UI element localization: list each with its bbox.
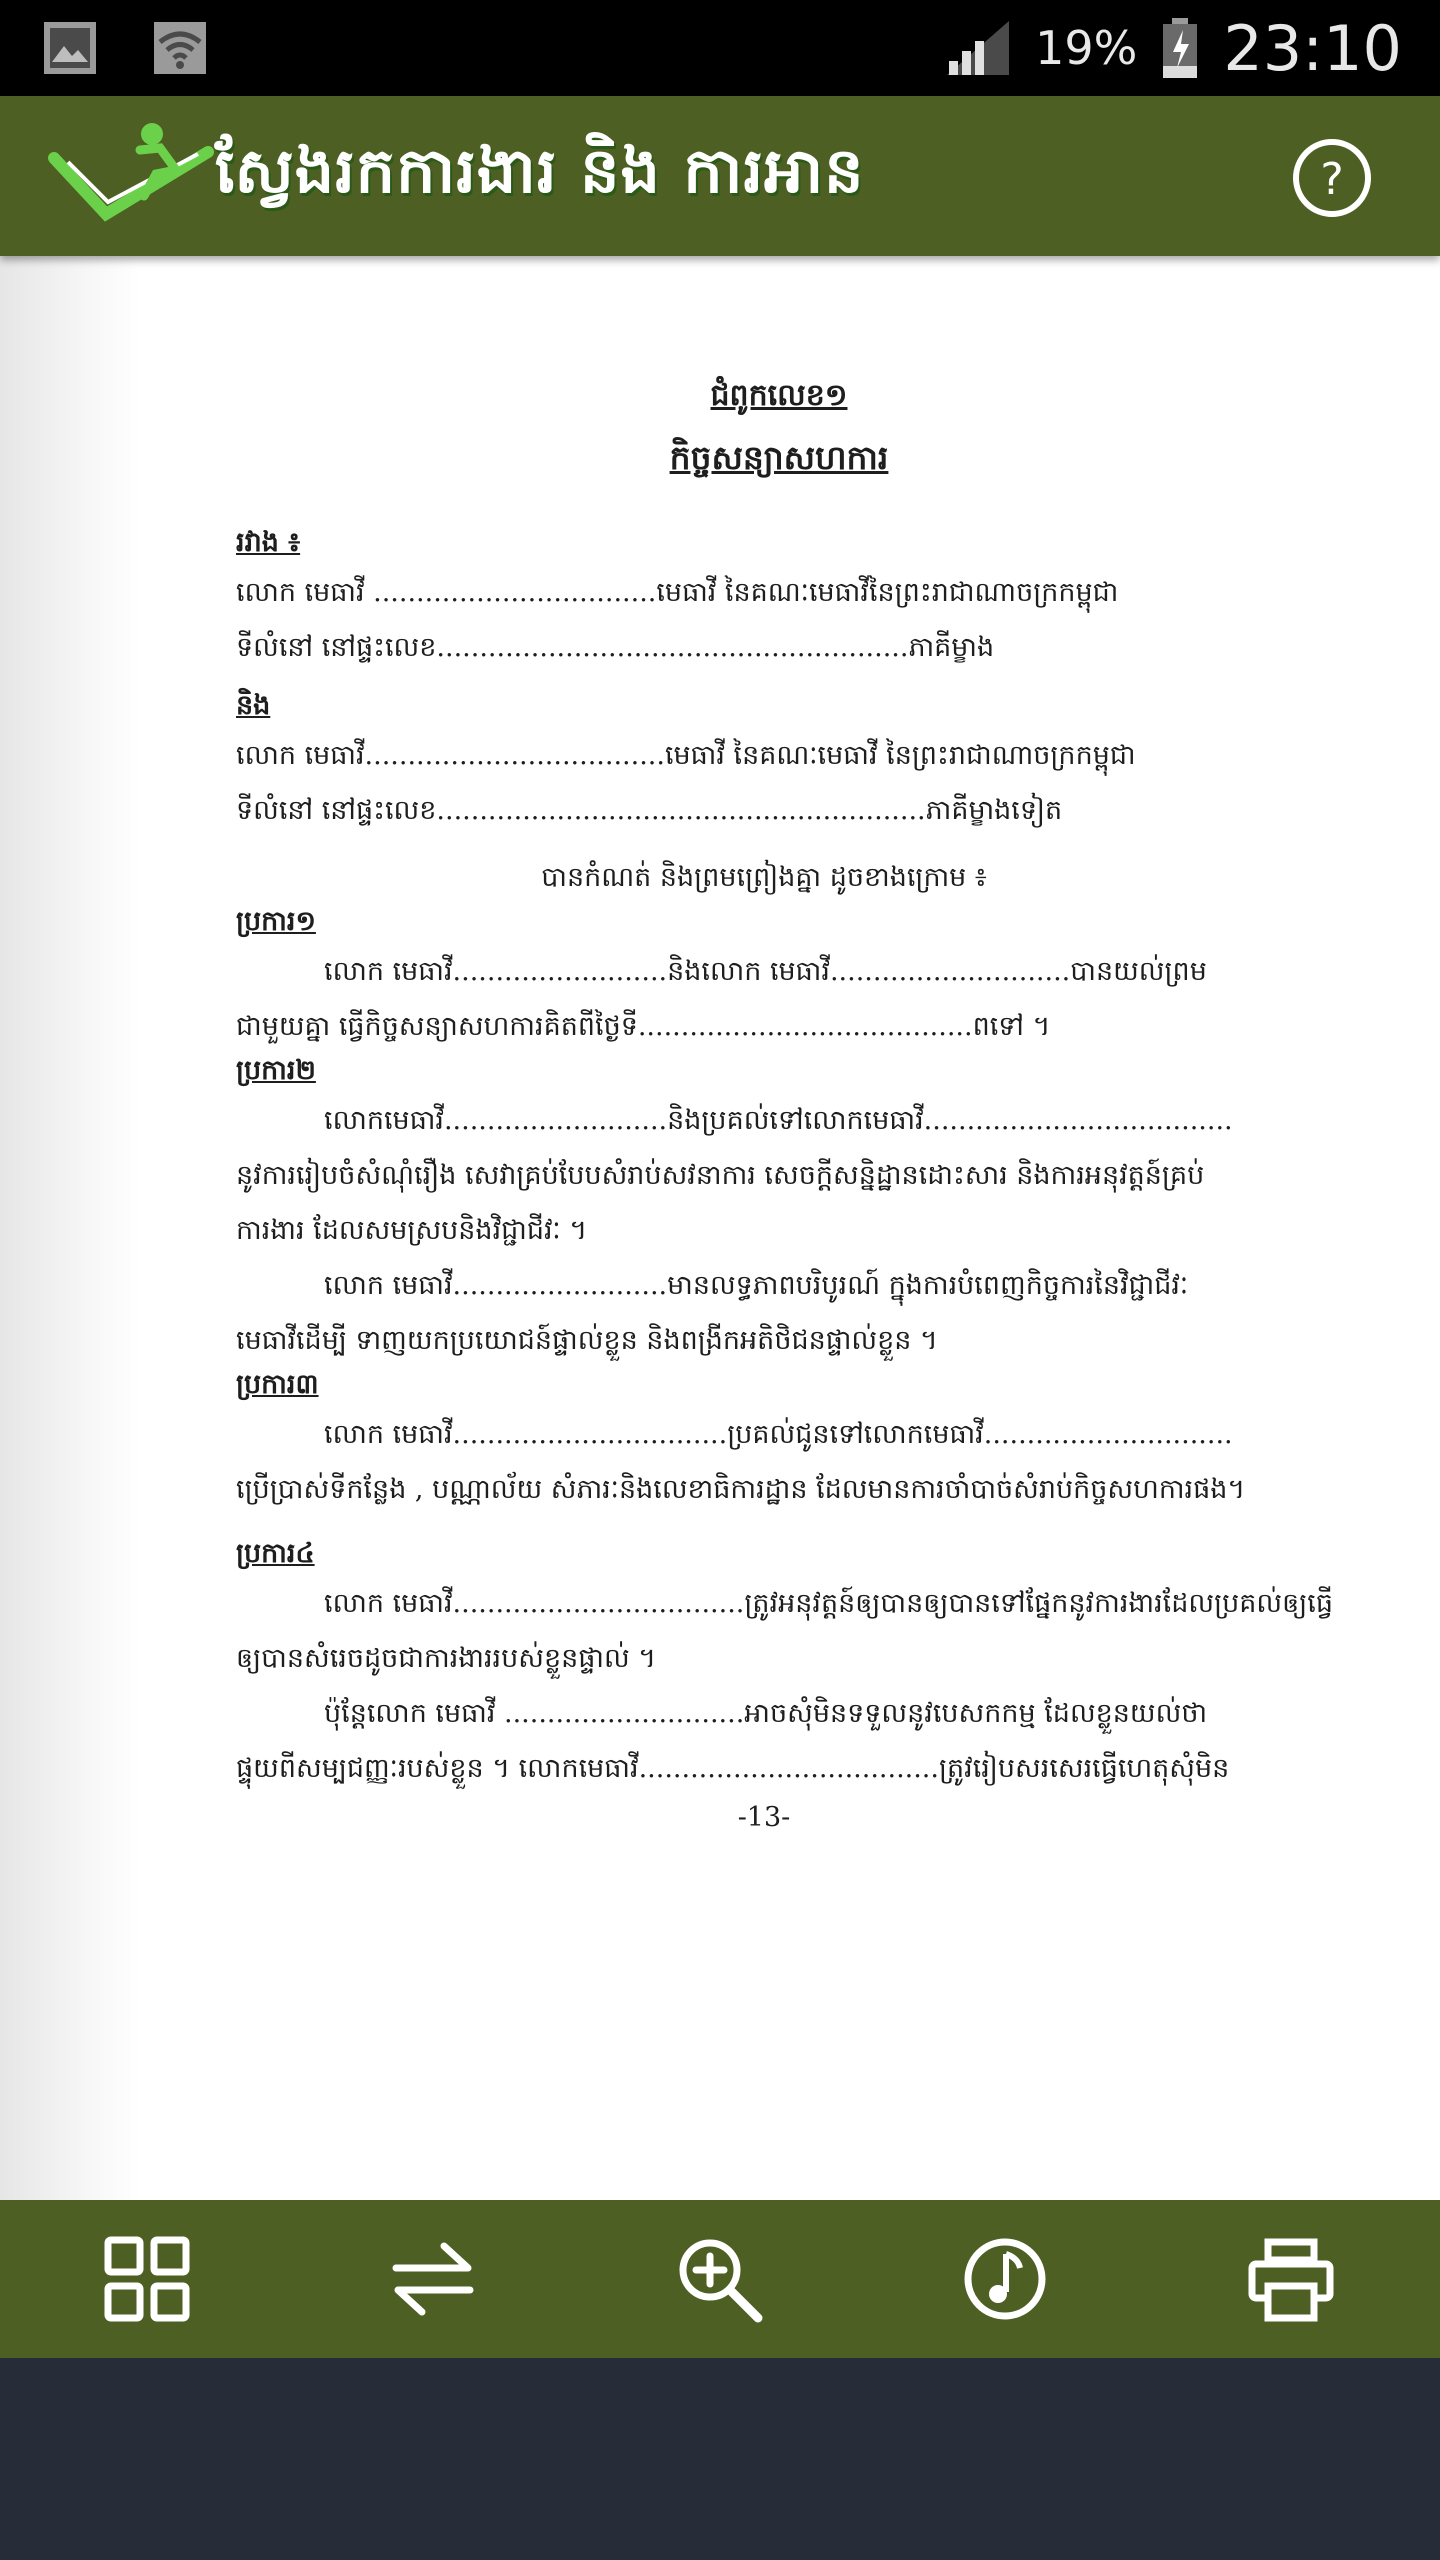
article1-line1: លោក មេធាវី.........................និងលោក មេធាវី............................បានយល់ព្រម	[324, 956, 1207, 987]
app-title: ស្វែងរកការងារ និង ការអាន	[215, 134, 865, 207]
article2-line5: មេធាវីដើម្បី ទាញយកប្រយោជន៍ផ្ទាល់ខ្លួន និងពង្រីកអតិថិជនផ្ទាល់ខ្លួន ។	[236, 1325, 938, 1356]
party2-line2: ទីលំនៅ នៅផ្ទះលេខ.........................................................ភាគីម្ខាងទៀត	[236, 795, 1063, 826]
party1-line2: ទីលំនៅ នៅផ្ទះលេខ.......................................................ភាគីម្ខាង	[236, 632, 995, 663]
navigation-area	[0, 2358, 1440, 2560]
app-bar	[0, 96, 1440, 256]
article3-line1: លោក មេធាវី................................ប្រគល់ជូនទៅលោកមេធាវី.............................	[324, 1419, 1233, 1450]
article3-label: ប្រការ៣	[236, 1369, 319, 1400]
article4-line4: ផ្ទុយពីសម្បជញ្ញៈរបស់ខ្លួន ។ លោកមេធាវី...................................ត្រូវរៀបសរសេរធ្វើហេតុសុំមិន	[236, 1753, 1230, 1784]
document-page	[236, 376, 1334, 1833]
swap-icon[interactable]	[388, 2234, 478, 2324]
grid-icon[interactable]	[102, 2234, 192, 2324]
article4-line2: ឲ្យបានសំរេចដូចជាការងាររបស់ខ្លួនផ្ទាល់ ។	[236, 1643, 657, 1674]
party2-label: និង	[236, 690, 271, 721]
agreement-line: បានកំណត់ និងព្រមព្រៀងគ្នា ដូចខាងក្រោម ៖	[541, 862, 987, 893]
help-icon[interactable]	[1290, 136, 1374, 220]
battery-icon	[1159, 16, 1201, 80]
article2-line1: លោកមេធាវី..........................និងប្រគល់ទៅលោកមេធាវី....................................	[324, 1105, 1233, 1136]
music-icon[interactable]	[960, 2234, 1050, 2324]
gallery-icon	[40, 18, 100, 78]
bottom-toolbar	[0, 2200, 1440, 2358]
wifi-icon	[150, 18, 210, 78]
status-bar	[0, 0, 1440, 96]
battery-percent: 19%	[1035, 21, 1138, 75]
article4-line1: លោក មេធាវី..................................ត្រូវអនុវត្តន៍ឲ្យបានឲ្យបានទៅផ្នែកនូវការងារដែលប្រគល់ឲ្យធ្វើ	[324, 1588, 1334, 1619]
print-icon[interactable]	[1246, 2234, 1336, 2324]
article2-line3: ការងារ ដែលសមស្របនិងវិជ្ជាជីវៈ ។	[236, 1215, 588, 1246]
article4-label: ប្រការ៤	[236, 1538, 315, 1569]
zoom-in-icon[interactable]	[674, 2234, 764, 2324]
party2-line1: លោក មេធាវី...................................មេធាវី នៃគណៈមេធាវី នៃព្រះរាជាណាចក្រកម្ពុជា	[236, 740, 1136, 771]
article3-line2: ប្រើប្រាស់ទីកន្លែង , បណ្ណាល័យ សំភារៈនិងលេខាធិការដ្ឋាន ដែលមានការចាំបាច់សំរាប់កិច្ចសហការផង។	[236, 1474, 1246, 1505]
runner-check-logo[interactable]	[48, 118, 218, 228]
party1-label: រវាង ៖	[236, 527, 301, 558]
article1-line2: ជាមួយគ្នា ធ្វើកិច្ចសន្យាសហការគិតពីថ្ងៃទី.......................................ពទៅ ។	[236, 1011, 1051, 1042]
doc-subtitle: កិច្ចសន្យាសហការ	[669, 438, 889, 477]
signal-icon	[943, 17, 1013, 79]
page-edge-shadow	[0, 256, 140, 2200]
article4-line3: ប៉ុន្តែលោក មេធាវី ............................អាចសុំមិនទទួលនូវបេសកកម្ម ដែលខ្លួនយល់ថា	[324, 1698, 1208, 1729]
svg-text:?: ?	[1320, 154, 1344, 205]
document-viewer[interactable]	[0, 256, 1440, 2200]
article2-line4: លោក មេធាវី.........................មានលទ្ធភាពបរិបូរណ៍ ក្នុងការបំពេញកិច្ចការនៃវិជ្ជាជីវៈ	[324, 1270, 1189, 1301]
article2-label: ប្រការ២	[236, 1055, 316, 1086]
article1-label: ប្រការ១	[236, 906, 316, 937]
doc-title: ជំពូកលេខ១	[710, 378, 848, 413]
article2-line2: នូវការរៀបចំសំណុំរឿង សេវាគ្រប់បែបសំរាប់សវនាការ សេចក្តីសន្និដ្ឋានដោះសារ និងការអនុវត្តន៍គ្រប់	[236, 1160, 1205, 1191]
party1-line1: លោក មេធាវី .................................មេធាវី នៃគណៈមេធាវីនៃព្រះរាជាណាចក្រកម្ពុជា	[236, 577, 1119, 608]
clock: 23:10	[1223, 11, 1402, 85]
page-number: -13-	[737, 1802, 791, 1833]
